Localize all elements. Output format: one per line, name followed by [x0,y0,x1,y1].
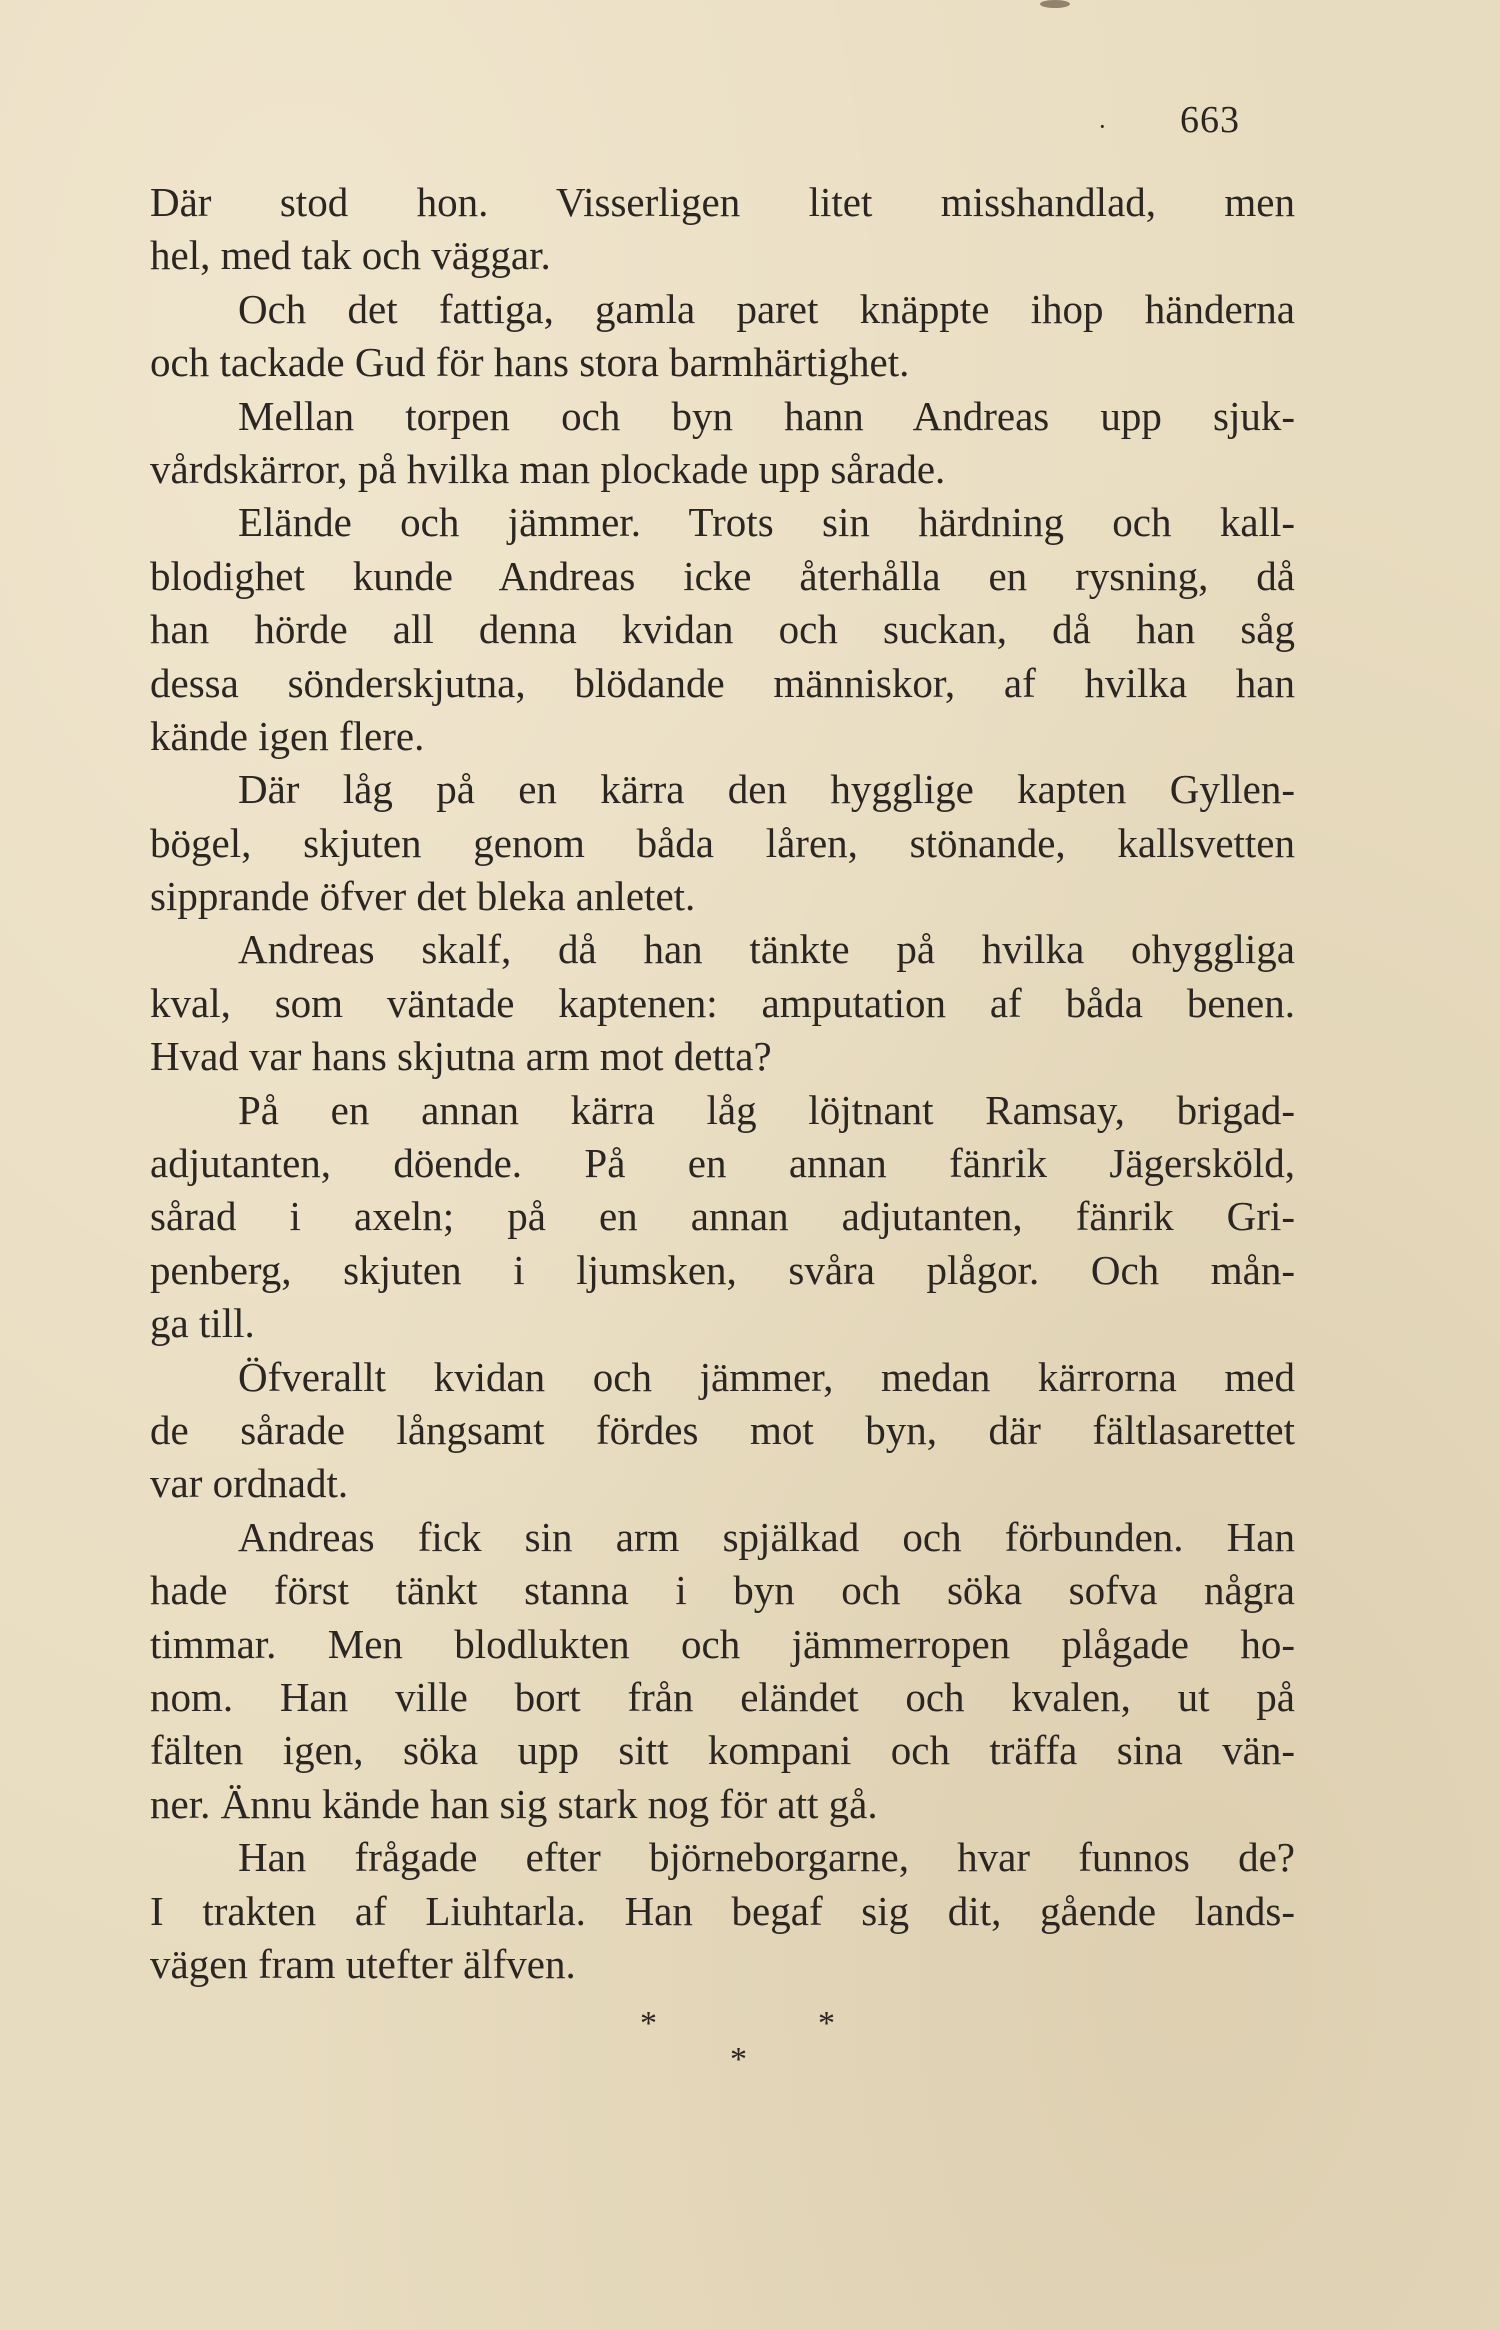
text-line: sårad i axeln; på en annan adjutanten, fänrik Gri- [150,1193,1295,1240]
print-mark [1040,0,1070,8]
text-line: ner. Ännu kände han sig stark nog för att gå. [150,1780,878,1827]
text-line: fälten igen, söka upp sitt kompani och träffa sina vän- [150,1727,1295,1774]
text-line: Hvad var hans skjutna arm mot detta? [150,1033,772,1080]
text-line: Elände och jämmer. Trots sin härdning och kall- [238,499,1295,546]
text-line: penberg, skjuten i ljumsken, svåra plågor. Och mån- [150,1246,1295,1293]
text-line: Och det fattiga, gamla paret knäppte ihop händerna [238,285,1295,332]
asterisk: * [640,2005,657,2042]
body-text [150,176,1295,1991]
text-line: På en annan kärra låg löjtnant Ramsay, brigad- [238,1086,1295,1133]
page-number: 663 [1180,99,1240,141]
text-line: Öfverallt kvidan och jämmer, medan kärrorna med [238,1353,1295,1400]
text-line: hel, med tak och väggar. [150,232,551,279]
text-line: Andreas fick sin arm spjälkad och förbunden. Han [238,1513,1295,1560]
text-line: Där låg på en kärra den hygglige kapten Gyllen- [238,766,1295,813]
text-line: sipprande öfver det bleka anletet. [150,873,696,920]
text-line: ga till. [150,1300,255,1347]
text-line: vårdskärror, på hvilka man plockade upp sårade. [150,445,946,492]
section-break-asterisks [640,2005,860,2085]
text-line: bögel, skjuten genom båda låren, stönande, kallsvetten [150,819,1295,866]
text-line: I trakten af Liuhtarla. Han begaf sig dit, gående lands- [150,1887,1295,1934]
text-line: var ordnadt. [150,1460,349,1507]
text-line: Andreas skalf, då han tänkte på hvilka ohyggliga [238,926,1295,973]
text-line: blodighet kunde Andreas icke återhålla en rysning, då [150,552,1295,599]
text-line: hade först tänkt stanna i byn och söka sofva några [150,1567,1295,1614]
text-line: nom. Han ville bort från eländet och kvalen, ut på [150,1673,1295,1720]
asterisk: * [818,2005,835,2042]
text-line: vägen fram utefter älfven. [150,1940,576,1987]
text-line: Han frågade efter björneborgarne, hvar funnos de? [238,1834,1295,1881]
text-line: adjutanten, döende. På en annan fänrik Jägersköld, [150,1140,1295,1187]
text-line: och tackade Gud för hans stora barmhärtighet. [150,339,910,386]
text-line: Mellan torpen och byn hann Andreas upp sjuk- [238,392,1295,439]
text-line: Där stod hon. Visserligen litet misshandlad, men [150,179,1295,225]
text-line: han hörde all denna kvidan och suckan, då han såg [150,606,1295,653]
text-line: kände igen flere. [150,712,425,759]
text-line: kval, som väntade kaptenen: amputation af båda benen. [150,979,1295,1026]
asterisk: * [730,2041,747,2078]
text-line: timmar. Men blodlukten och jämmerropen plågade ho- [150,1620,1295,1667]
page-dot: · [1098,112,1107,141]
text-line: de sårade långsamt fördes mot byn, där fältlasarettet [150,1406,1295,1453]
text-line: dessa sönderskjutna, blödande människor, af hvilka han [150,659,1295,706]
